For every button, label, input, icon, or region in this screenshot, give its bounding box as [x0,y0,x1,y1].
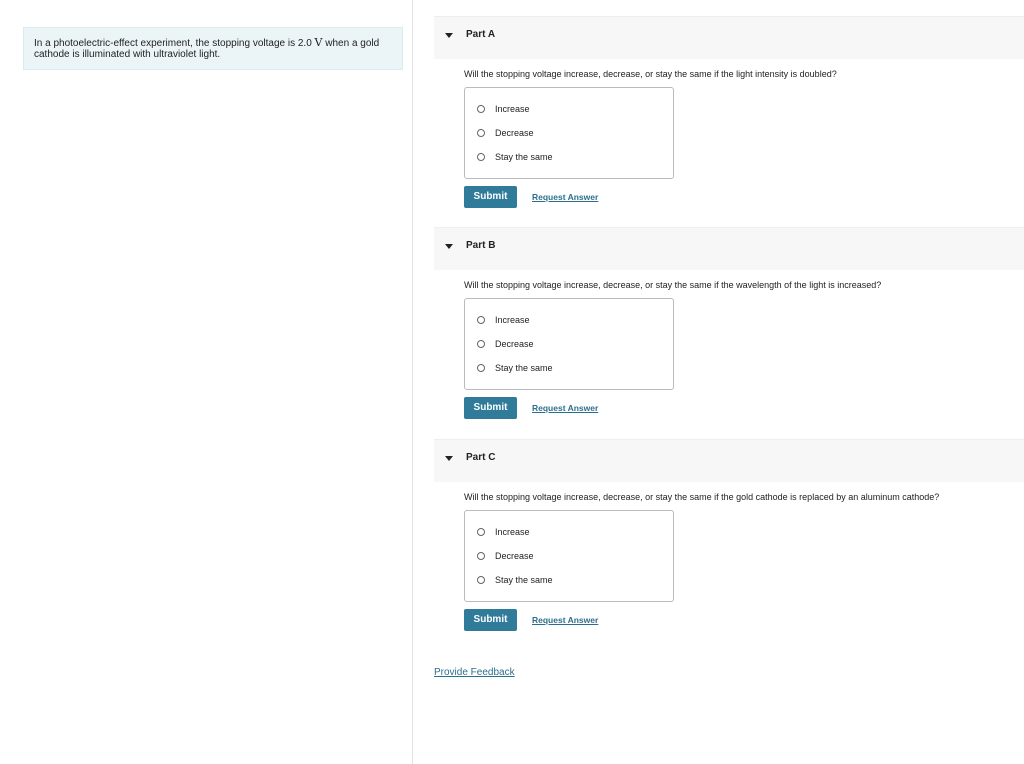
option-decrease[interactable] [477,549,534,563]
voltage-unit: V [314,36,323,49]
option-increase[interactable] [477,102,530,116]
part-a-title: Part A [466,29,496,40]
collapse-caret-icon[interactable] [445,33,453,38]
option-label: Stay the same [495,152,553,162]
radio-button[interactable] [477,552,485,560]
part-b-request-answer-link[interactable]: Request Answer [532,403,599,413]
parts-pane [434,0,1024,764]
option-label: Decrease [495,339,534,349]
option-stay-the-same[interactable] [477,361,553,375]
part-b-title: Part B [466,240,496,251]
option-label: Decrease [495,551,534,561]
problem-pane [0,0,413,764]
option-label: Stay the same [495,363,553,373]
option-label: Increase [495,527,530,537]
option-increase[interactable] [477,525,530,539]
part-a-question: Will the stopping voltage increase, decrease, or stay the same if the light intensity is doubled? [464,69,837,79]
option-label: Increase [495,315,530,325]
part-b-question: Will the stopping voltage increase, decrease, or stay the same if the wavelength of the light is increased? [464,280,882,290]
radio-button[interactable] [477,340,485,348]
problem-text-start: In a photoelectric-effect experiment, the stopping voltage is 2.0 [34,38,315,49]
problem-text-end: when a gold cathode is illuminated with ultraviolet light. [34,38,380,60]
part-c-submit-button[interactable]: Submit [464,609,517,631]
radio-button[interactable] [477,105,485,113]
part-b-submit-button[interactable]: Submit [464,397,517,419]
part-b-options [464,298,674,390]
part-a-header[interactable] [434,16,1024,59]
part-c-header[interactable] [434,439,1024,482]
collapse-caret-icon[interactable] [445,244,453,249]
option-stay-the-same[interactable] [477,150,553,164]
option-label: Stay the same [495,575,553,585]
option-stay-the-same[interactable] [477,573,553,587]
part-a-request-answer-link[interactable]: Request Answer [532,192,599,202]
option-decrease[interactable] [477,126,534,140]
radio-button[interactable] [477,129,485,137]
radio-button[interactable] [477,153,485,161]
collapse-caret-icon[interactable] [445,456,453,461]
radio-button[interactable] [477,316,485,324]
part-b-header[interactable] [434,227,1024,270]
problem-statement [23,27,403,70]
option-label: Increase [495,104,530,114]
option-increase[interactable] [477,313,530,327]
provide-feedback-link[interactable]: Provide Feedback [434,667,515,678]
part-c-options [464,510,674,602]
option-label: Decrease [495,128,534,138]
radio-button[interactable] [477,364,485,372]
radio-button[interactable] [477,576,485,584]
radio-button[interactable] [477,528,485,536]
part-c-request-answer-link[interactable]: Request Answer [532,615,599,625]
part-c-title: Part C [466,452,496,463]
part-a-submit-button[interactable]: Submit [464,186,517,208]
part-c-question: Will the stopping voltage increase, decrease, or stay the same if the gold cathode is replaced by an aluminum cathode? [464,492,940,502]
part-a-options [464,87,674,179]
option-decrease[interactable] [477,337,534,351]
